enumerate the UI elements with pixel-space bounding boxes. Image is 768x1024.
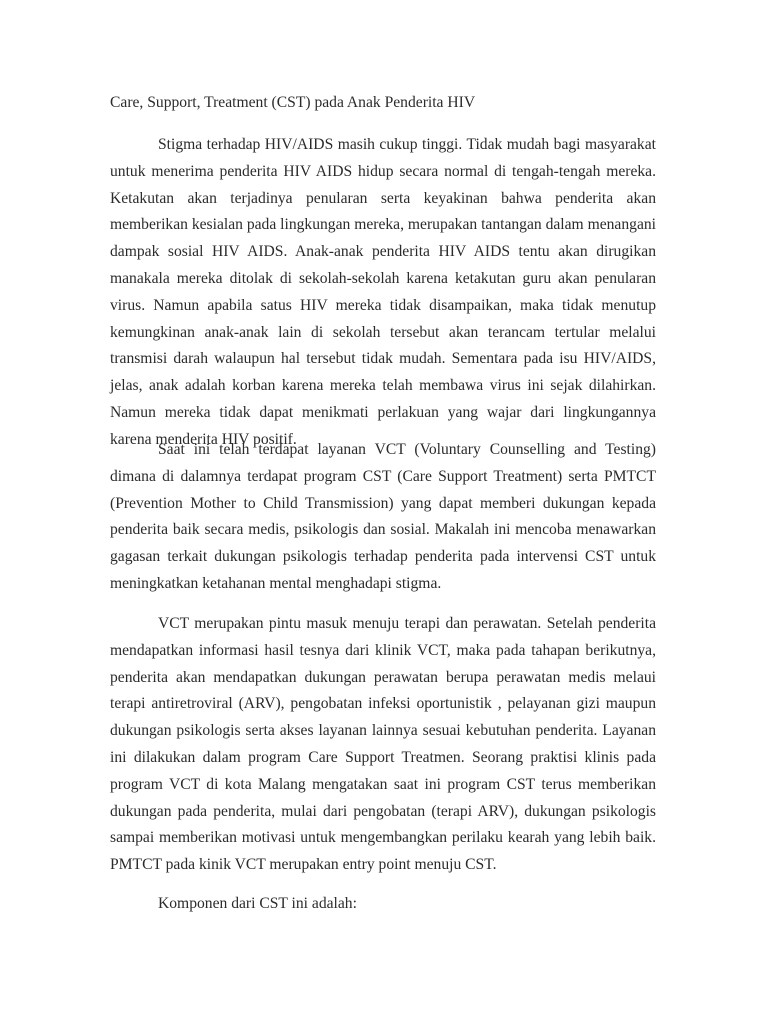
document-title: Care, Support, Treatment (CST) pada Anak Penderita HIV	[110, 94, 476, 111]
paragraph-stigma: Stigma terhadap HIV/AIDS masih cukup tinggi. Tidak mudah bagi masyarakat untuk menerima penderita HIV AIDS hidup secara normal di tengah-tengah mereka. Ketakutan akan terjadinya penularan serta keyakinan bahwa penderita akan memberikan kesialan pada lingkungan mereka, merupakan tantangan dalam menangani dampak sosial HIV AIDS. Anak-anak penderita HIV AIDS tentu akan dirugikan manakala mereka ditolak di sekolah-sekolah karena ketakutan guru akan penularan virus. Namun apabila satus HIV mereka tidak disampaikan, maka tidak menutup kemungkinan anak-anak lain di sekolah tersebut akan terancam tertular melalui transmisi darah walaupun hal tersebut tidak mudah. Sementara pada isu HIV/AIDS, jelas, anak adalah korban karena mereka telah membawa virus ini sejak dilahirkan. Namun mereka tidak dapat menikmati perlakuan yang wajar dari lingkungannya karena menderita HIV positif.	[110, 136, 657, 448]
paragraph-vct-service: Saat ini telah terdapat layanan VCT (Voluntary Counselling and Testing) dimana di dalamnya terdapat program CST (Care Support Treatment) serta PMTCT (Prevention Mother to Child Transmission) yang dapat memberi dukungan kepada penderita baik secara medis, psikologis dan sosial. Makalah ini mencoba menawarkan gagasan terkait dukungan psikologis terhadap penderita pada intervensi CST untuk meningkatkan ketahanan mental menghadapi stigma.	[110, 441, 656, 592]
paragraph-components: Komponen dari CST ini adalah:	[158, 895, 357, 912]
paragraph-vct-entry: VCT merupakan pintu masuk menuju terapi dan perawatan. Setelah penderita mendapatkan informasi hasil tesnya dari klinik VCT, maka pada tahapan berikutnya, penderita akan mendapatkan dukungan perawatan berupa perawatan medis melaui terapi antiretroviral (ARV), pengobatan infeksi oportunistik , pelayanan gizi maupun dukungan psikologis serta akses layanan lainnya sesuai kebutuhan penderita. Layanan ini dilakukan dalam program Care Support Treatmen. Seorang praktisi klinis pada program VCT di kota Malang mengatakan saat ini program CST terus memberikan dukungan pada penderita, mulai dari pengobatan (terapi ARV), dukungan psikologis sampai memberikan motivasi untuk mengembangkan perilaku kearah yang lebih baik. PMTCT pada kinik VCT merupakan entry point menuju CST.	[110, 615, 656, 874]
